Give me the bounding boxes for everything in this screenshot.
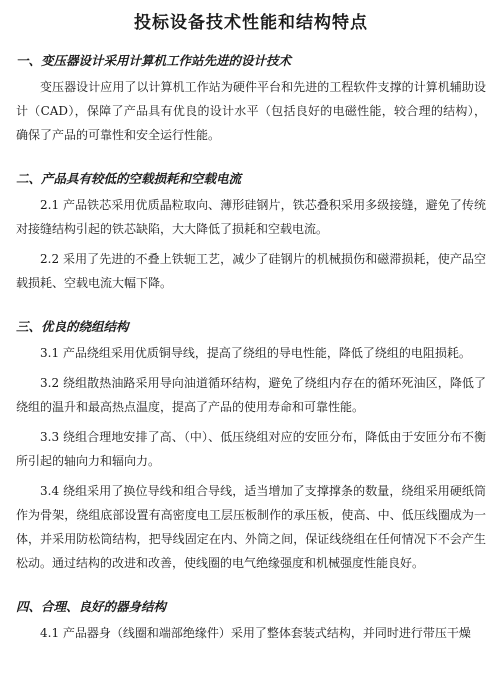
section-3 <box>16 317 486 575</box>
paragraph: 2.1 产品铁芯采用优质晶粒取向、薄形硅钢片，铁芯叠积采用多级接缝，避免了传统对接缝结构引起的铁芯缺陷，大大降低了损耗和空载电流。 <box>16 198 486 236</box>
paragraph: 4.1 产品器身（线圈和端部绝缘件）采用了整体套装式结构，并同时进行带压干燥 <box>40 626 471 640</box>
paragraph: 2.2 采用了先进的不叠上铁轭工艺，减少了硅钢片的机械损伤和磁滞损耗，使产品空载损耗、空载电流大幅下降。 <box>16 252 486 290</box>
paragraph: 3.2 绕组散热油路采用导向油道循环结构，避免了绕组内存在的循环死油区，降低了绕组的温升和最高热点温度，提高了产品的使用寿命和可靠性能。 <box>16 376 486 414</box>
paragraph: 3.1 产品绕组采用优质铜导线，提高了绕组的导电性能，降低了绕组的电阻损耗。 <box>40 346 471 360</box>
section-heading: 一、变压器设计采用计算机工作站先进的设计技术 <box>16 53 292 68</box>
paragraph: 3.4 绕组采用了换位导线和组合导线，适当增加了支撑撑条的数量，绕组采用硬纸筒作为骨架，绕组底部设置有高密度电工层压板制作的承压板，使高、中、低压线圈成为一体，并采用防松筒结构，把导线固定在内、外筒之间，保证线绕组在任何情况下不会产生松动。通过结构的改进和改善，使线圈的电气绝缘强度和机械强度性能良好。 <box>16 484 486 570</box>
section-1 <box>16 51 486 147</box>
paragraph: 3.3 绕组合理地安排了高、（中）、低压绕组对应的安匝分布，降低由于安匝分布不衡所引起的轴向力和辐向力。 <box>16 430 486 468</box>
section-heading: 三、优良的绕组结构 <box>16 319 129 334</box>
section-heading: 四、合理、良好的器身结构 <box>16 599 167 614</box>
page-title: 投标设备技术性能和结构特点 <box>134 13 368 33</box>
section-heading: 二、产品具有较低的空载损耗和空载电流 <box>16 171 242 186</box>
paragraph: 变压器设计应用了以计算机工作站为硬件平台和先进的工程软件支撑的计算机辅助设计（CAD），保障了产品具有优良的设计水平（包括良好的电磁性能，较合理的结构），确保了产品的可靠性和安全运行性能。 <box>16 80 486 142</box>
section-2 <box>16 169 486 295</box>
section-4 <box>16 597 486 645</box>
